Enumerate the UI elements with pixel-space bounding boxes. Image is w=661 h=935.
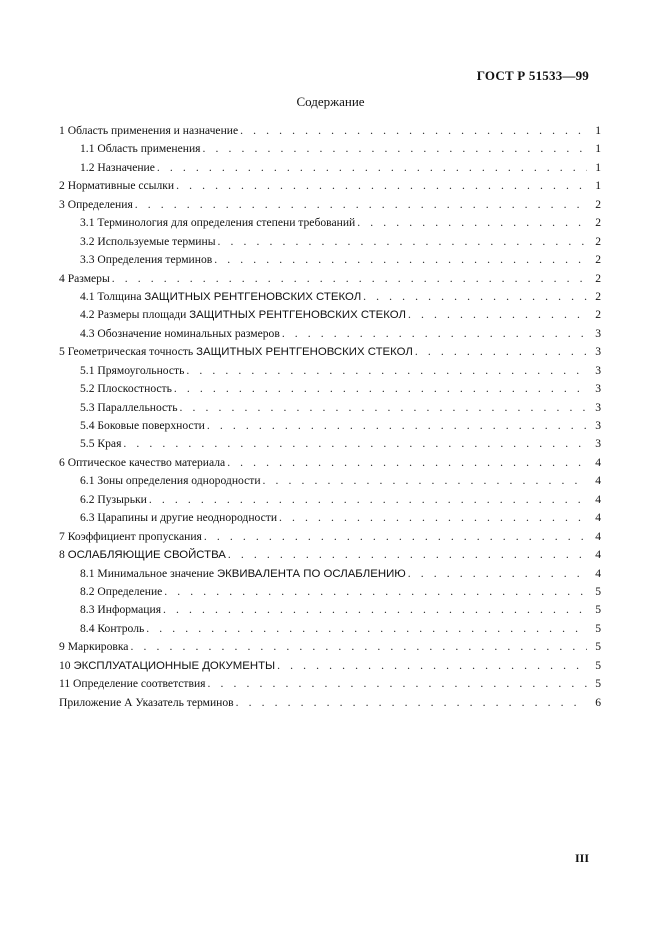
toc-entry-title-part: 5.3 Параллельность <box>80 400 178 414</box>
toc-entry-page: 3 <box>595 326 601 340</box>
toc-entry-title <box>59 161 155 175</box>
toc-entry-page: 2 <box>595 289 601 303</box>
toc-entry-title-part: ЭКВИВАЛЕНТА ПО ОСЛАБЛЕНИЮ <box>216 567 406 580</box>
toc-entry[interactable] <box>59 401 601 419</box>
toc-entry-title <box>59 456 225 470</box>
page-title: Содержание <box>296 94 365 109</box>
toc-entry[interactable] <box>59 216 601 234</box>
toc-entry-title <box>59 659 275 673</box>
toc-entry-title <box>59 345 413 359</box>
toc-dot-leader <box>146 622 587 636</box>
toc-entry-title-part: ЗАЩИТНЫХ РЕНТГЕНОВСКИХ СТЕКОЛ <box>196 346 413 359</box>
toc-dot-leader <box>174 382 587 396</box>
toc-dot-leader <box>204 530 587 544</box>
toc-entry[interactable] <box>59 142 601 160</box>
toc-entry-title-part: 1 Область применения и назначение <box>59 124 239 137</box>
toc-dot-leader <box>363 290 587 304</box>
toc-dot-leader <box>186 364 587 378</box>
toc-entry[interactable] <box>59 567 601 585</box>
toc-entry-page: 5 <box>595 603 601 617</box>
toc-entry-title-part: 3.3 Определения терминов <box>80 253 213 267</box>
toc-entry-title-part: 3 Определения <box>59 197 133 211</box>
toc-entry-title <box>59 235 216 249</box>
toc-entry-title-part: 5.5 Края <box>80 437 122 451</box>
toc-entry-title-part: Приложение А Указатель терминов <box>59 695 234 709</box>
toc-entry[interactable] <box>59 382 601 400</box>
page-number: III <box>574 851 589 865</box>
toc-entry-page: 5 <box>595 640 601 654</box>
toc-entry[interactable] <box>59 124 601 142</box>
toc-entry[interactable] <box>59 198 601 216</box>
toc-dot-leader <box>112 272 587 286</box>
toc-entry-page: 3 <box>595 345 601 359</box>
toc-entry-page: 4 <box>595 529 601 543</box>
toc-entry[interactable] <box>59 272 601 290</box>
toc-entry-page: 1 <box>595 160 601 174</box>
toc-entry[interactable] <box>59 511 601 529</box>
toc-entry[interactable] <box>59 419 601 437</box>
toc-entry-page: 1 <box>595 124 601 137</box>
toc-entry-title <box>59 677 206 691</box>
toc-entry[interactable] <box>59 179 601 197</box>
toc-entry[interactable] <box>59 530 601 548</box>
toc-entry-title <box>59 548 226 562</box>
toc-entry-title-part: 6.1 Зоны определения однородности <box>80 474 261 488</box>
toc-entry[interactable] <box>59 345 601 363</box>
toc-entry[interactable] <box>59 548 601 566</box>
document-code: ГОСТ Р 51533—99 <box>476 68 589 83</box>
toc-entry-page: 4 <box>595 492 601 506</box>
toc-entry[interactable] <box>59 437 601 455</box>
toc-dot-leader <box>408 567 587 581</box>
toc-dot-leader <box>214 253 587 267</box>
toc-dot-leader <box>163 603 587 617</box>
toc-entry-title-part: 7 Коэффициент пропускания <box>59 529 202 543</box>
toc-entry-title <box>59 622 144 636</box>
toc-entry-title-part: 2 Нормативные ссылки <box>59 179 175 193</box>
toc-entry[interactable] <box>59 253 601 271</box>
toc-dot-leader <box>123 437 587 451</box>
toc-entry-page: 1 <box>595 179 601 193</box>
toc-entry-title-part: 3.1 Терминология для определения степени требований <box>80 216 356 230</box>
toc-entry-page: 2 <box>595 253 601 267</box>
toc-dot-leader <box>277 659 587 673</box>
toc-dot-leader <box>282 327 587 341</box>
toc-dot-leader <box>135 198 587 212</box>
toc-entry-title-part: 8.1 Минимальное значение <box>80 566 217 580</box>
toc-dot-leader <box>227 456 587 470</box>
toc-dot-leader <box>218 235 588 249</box>
toc-entry-title <box>59 179 174 193</box>
toc-entry[interactable] <box>59 622 601 640</box>
toc-entry-title <box>59 567 406 581</box>
toc-entry-title <box>59 603 161 617</box>
toc-entry-title <box>59 640 128 654</box>
toc-entry[interactable] <box>59 696 601 714</box>
toc-entry[interactable] <box>59 456 601 474</box>
toc-entry-page: 4 <box>595 455 601 469</box>
toc-dot-leader <box>157 161 587 175</box>
toc-entry-title <box>59 696 234 710</box>
toc-entry-title <box>59 474 261 488</box>
toc-entry[interactable] <box>59 327 601 345</box>
toc-entry-title-part: 6 Оптическое качество материала <box>59 455 226 469</box>
toc-entry-title-part: 5.2 Плоскостность <box>80 382 172 396</box>
toc-entry-title-part: 8.2 Определение <box>80 584 163 598</box>
toc-entry-title <box>59 124 238 138</box>
toc-dot-leader <box>240 124 587 138</box>
toc-entry-page: 5 <box>595 621 601 635</box>
toc-entry-title-part: 4.1 Толщина <box>80 289 145 303</box>
toc-entry[interactable] <box>59 659 601 677</box>
toc-entry-page: 5 <box>595 584 601 598</box>
toc-entry-page: 3 <box>595 382 601 396</box>
toc-dot-leader <box>228 548 587 562</box>
toc-entry-page: 4 <box>595 511 601 525</box>
toc-entry-title <box>59 290 361 304</box>
toc-entry-page: 1 <box>595 142 601 156</box>
toc-entry[interactable] <box>59 603 601 621</box>
toc-entry-title-part: 3.2 Используемые термины <box>80 234 216 248</box>
toc-entry-title-part: ЗАЩИТНЫХ РЕНТГЕНОВСКИХ СТЕКОЛ <box>189 309 406 322</box>
toc-entry-title <box>59 585 162 599</box>
toc-entry-title <box>59 437 121 451</box>
toc-entry-title <box>59 401 178 415</box>
toc-entry-title-part: 1.1 Область применения <box>80 142 201 156</box>
toc-entry-title <box>59 272 110 286</box>
toc-entry-page: 2 <box>595 234 601 248</box>
toc-dot-leader <box>208 677 588 691</box>
toc-entry-title-part: 4.2 Размеры площади <box>80 308 190 322</box>
toc-entry[interactable] <box>59 161 601 179</box>
toc-entry-title-part: 5.1 Прямоугольность <box>80 363 185 377</box>
toc-entry-title <box>59 364 184 378</box>
toc-entry-page: 2 <box>595 216 601 230</box>
toc-entry-title-part: 8 <box>59 548 68 562</box>
toc-entry[interactable] <box>59 493 601 511</box>
toc-entry-page: 5 <box>595 658 601 672</box>
toc-entry-title <box>59 493 147 507</box>
table-of-contents <box>59 124 601 714</box>
toc-entry-title-part: ЭКСПЛУАТАЦИОННЫЕ ДОКУМЕНТЫ <box>73 659 276 672</box>
toc-entry-page: 3 <box>595 437 601 451</box>
toc-dot-leader <box>263 474 587 488</box>
toc-dot-leader <box>180 401 587 415</box>
toc-entry[interactable] <box>59 290 601 308</box>
toc-entry-title-part: 5.4 Боковые поверхности <box>80 419 205 432</box>
toc-entry-title-part: 5 Геометрическая точность <box>59 345 197 359</box>
toc-entry-title <box>59 511 277 525</box>
toc-entry-title-part: 8.4 Контроль <box>80 621 145 635</box>
toc-entry-title <box>59 419 205 433</box>
toc-entry[interactable] <box>59 474 601 492</box>
toc-entry-page: 5 <box>595 677 601 691</box>
toc-entry-page: 3 <box>595 363 601 377</box>
toc-dot-leader <box>130 640 587 654</box>
toc-entry-title <box>59 382 172 396</box>
toc-entry-page: 2 <box>595 308 601 322</box>
toc-entry-page: 3 <box>595 400 601 414</box>
toc-dot-leader <box>176 179 587 193</box>
toc-entry-title-part: 4.3 Обозначение номинальных размеров <box>80 326 280 340</box>
toc-entry[interactable] <box>59 308 601 326</box>
toc-entry-title <box>59 327 280 341</box>
toc-entry[interactable] <box>59 640 601 658</box>
toc-entry-title-part: 10 <box>59 658 74 672</box>
toc-entry-page: 6 <box>595 695 601 709</box>
toc-dot-leader <box>408 308 587 322</box>
toc-entry-title-part: 4 Размеры <box>59 271 110 285</box>
toc-entry-title <box>59 308 406 322</box>
toc-entry[interactable] <box>59 585 601 603</box>
toc-entry-title-part: ЗАЩИТНЫХ РЕНТГЕНОВСКИХ СТЕКОЛ <box>144 290 362 303</box>
toc-entry-page: 3 <box>595 419 601 432</box>
toc-entry-page: 2 <box>595 197 601 211</box>
toc-dot-leader <box>202 142 587 156</box>
toc-entry-page: 2 <box>595 271 601 285</box>
toc-entry-title <box>59 253 212 267</box>
toc-dot-leader <box>236 696 587 710</box>
toc-entry-page: 4 <box>595 548 601 562</box>
toc-entry-title-part: ОСЛАБЛЯЮЩИЕ СВОЙСТВА <box>67 549 226 562</box>
toc-entry-page: 4 <box>595 474 601 488</box>
toc-entry-title <box>59 216 355 230</box>
toc-entry-title <box>59 142 200 156</box>
toc-dot-leader <box>357 216 587 230</box>
toc-entry[interactable] <box>59 677 601 695</box>
toc-dot-leader <box>279 511 587 525</box>
toc-entry-title-part: 6.2 Пузырьки <box>80 492 147 506</box>
toc-entry-page: 4 <box>595 566 601 580</box>
toc-dot-leader <box>207 419 587 433</box>
toc-dot-leader <box>415 345 587 359</box>
toc-entry-title-part: 6.3 Царапины и другие неоднородности <box>80 511 278 525</box>
toc-entry-title-part: 9 Маркировка <box>59 640 129 654</box>
toc-dot-leader <box>149 493 587 507</box>
toc-entry-title-part: 1.2 Назначение <box>80 160 155 174</box>
toc-entry-title <box>59 530 202 544</box>
toc-entry[interactable] <box>59 364 601 382</box>
toc-dot-leader <box>164 585 587 599</box>
toc-entry-title-part: 11 Определение соответствия <box>59 677 206 691</box>
toc-entry[interactable] <box>59 235 601 253</box>
toc-entry-title <box>59 198 133 212</box>
toc-entry-title-part: 8.3 Информация <box>80 603 162 617</box>
